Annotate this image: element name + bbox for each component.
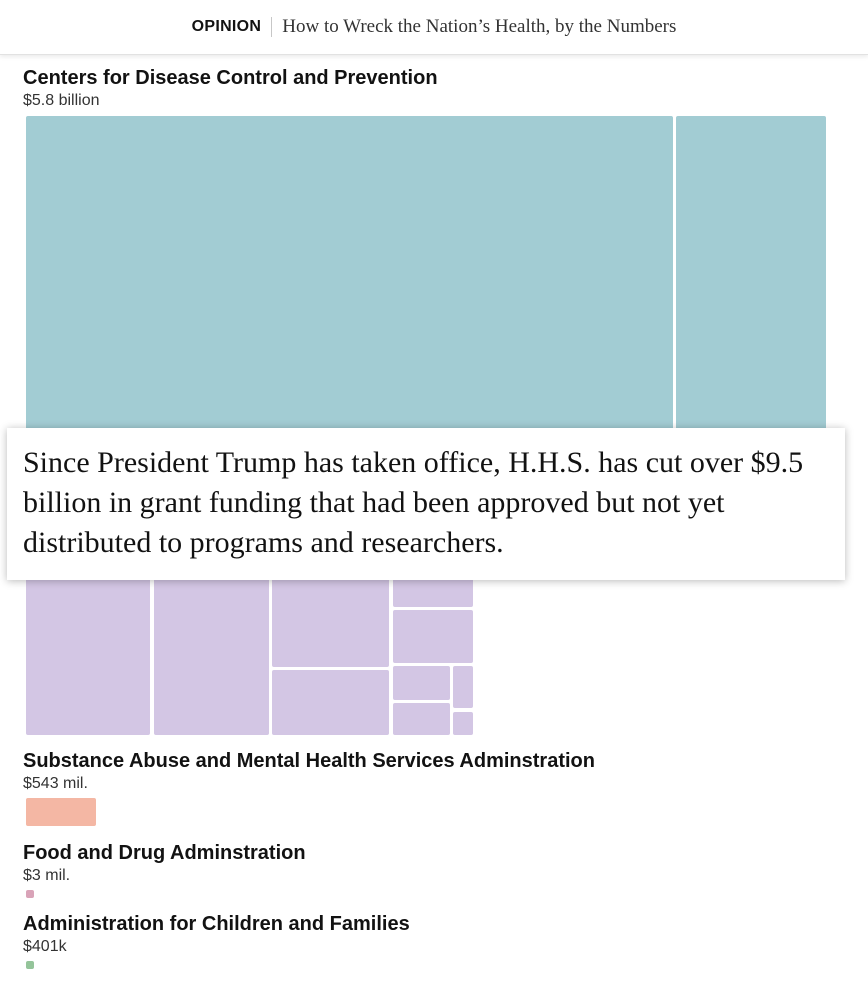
fda-grant-cell bbox=[26, 890, 34, 898]
callout-card bbox=[7, 428, 845, 580]
samhsa-grant-cell bbox=[26, 798, 96, 826]
acf-amount: $401k bbox=[23, 938, 67, 955]
acf-title: Administration for Children and Families bbox=[23, 913, 410, 935]
samhsa-amount: $543 mil. bbox=[23, 775, 88, 792]
cdc-title: Centers for Disease Control and Prevention bbox=[23, 67, 438, 89]
cdc-amount: $5.8 billion bbox=[23, 92, 100, 109]
fda-title: Food and Drug Adminstration bbox=[23, 842, 306, 864]
fda-amount: $3 mil. bbox=[23, 867, 71, 884]
nih-grant-cell bbox=[393, 610, 473, 663]
nih-grant-cell bbox=[26, 560, 150, 735]
nih-grant-cell bbox=[453, 666, 473, 708]
cdc-grant-cell bbox=[676, 116, 826, 476]
cdc-grant-cell bbox=[26, 116, 673, 476]
nih-grant-cell bbox=[393, 666, 450, 700]
section-kicker[interactable]: OPINION bbox=[191, 18, 262, 35]
top-bar bbox=[0, 0, 868, 55]
samhsa-title: Substance Abuse and Mental Health Services Adminstration bbox=[23, 750, 595, 772]
nih-grant-cell bbox=[393, 703, 450, 735]
acf-grant-cell bbox=[26, 961, 34, 969]
nih-grant-cell bbox=[453, 712, 473, 735]
header-divider bbox=[271, 17, 272, 37]
nih-grant-cell bbox=[154, 560, 269, 735]
article-headline[interactable]: How to Wreck the Nation’s Health, by the Numbers bbox=[282, 16, 677, 37]
callout-text: Since President Trump has taken office, H.H.S. has cut over $9.5 billion in grant funding that had been approved but not yet distributed to programs and researchers. bbox=[23, 446, 804, 559]
nih-grant-cell bbox=[272, 670, 389, 735]
